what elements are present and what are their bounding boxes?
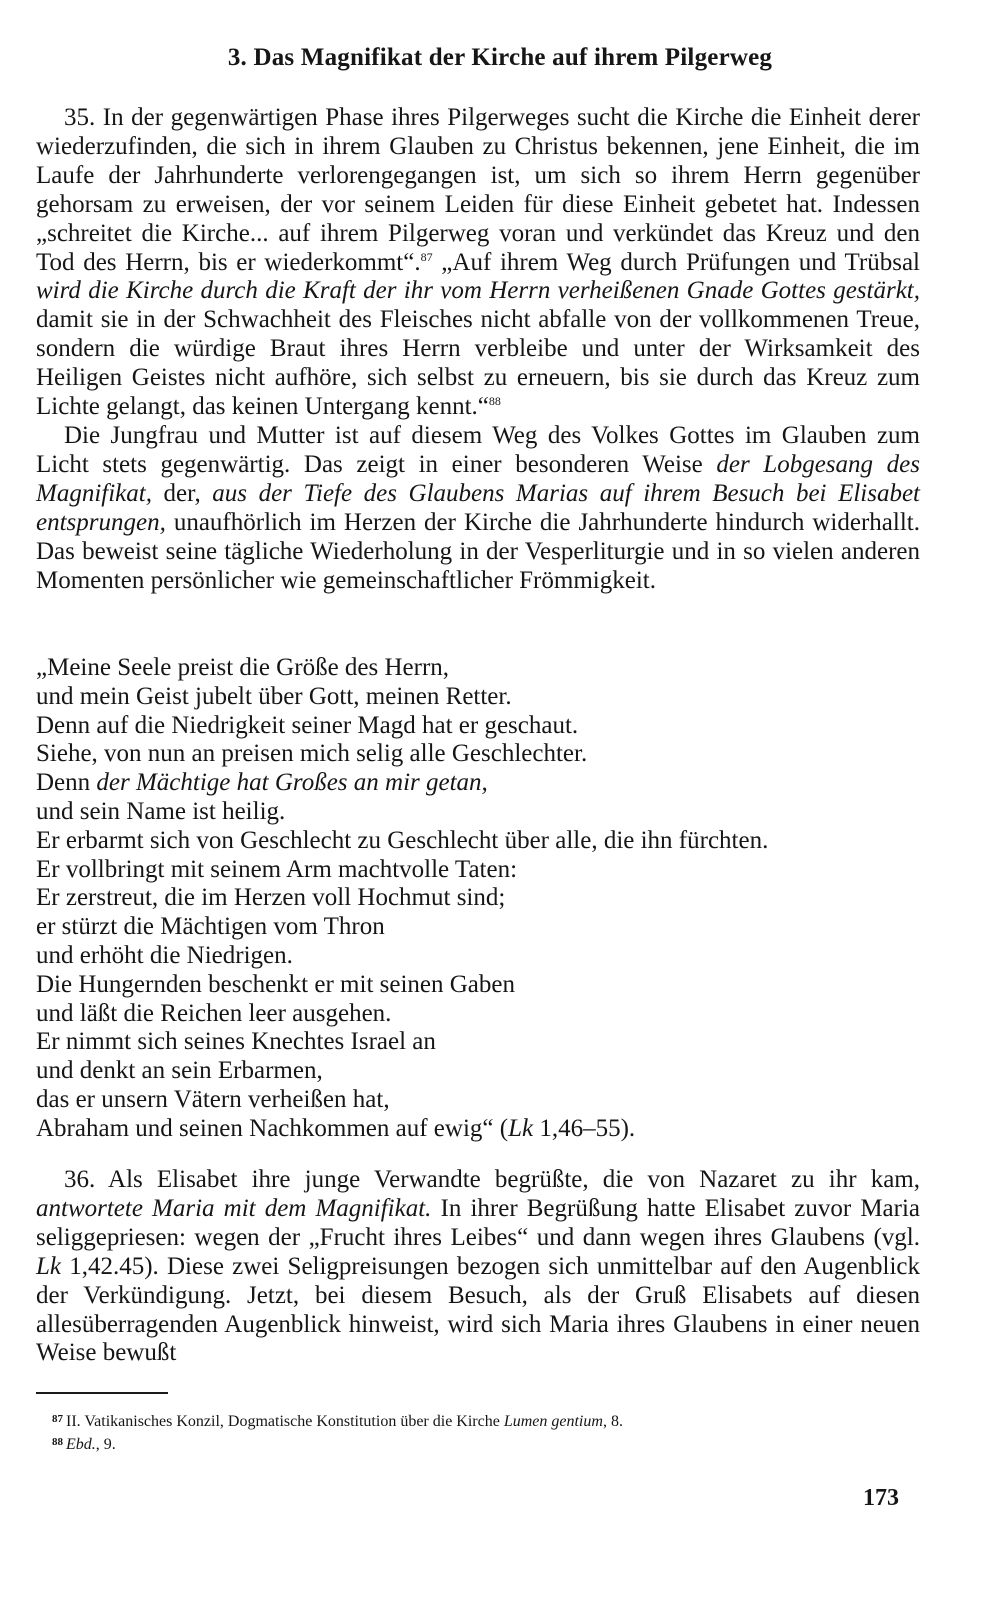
poem-line: Siehe, von nun an preisen mich selig alle Geschlechter. (36, 740, 588, 768)
poem-line: Denn auf die Niedrigkeit seiner Magd hat er geschaut. (36, 711, 579, 739)
footnotes (52, 1409, 623, 1455)
emphasis-text: antwortete Maria mit dem Magnifikat. (36, 1194, 432, 1222)
emphasis-text: der Lobgesang des Magnifikat, (36, 450, 920, 507)
footnote-87: 87 II. Vatikanisches Konzil, Dogmatische Konstitution über die Kirche Lumen gentium, 8. (52, 1413, 623, 1430)
poem-line: Er nimmt sich seines Knechtes Israel an (36, 1028, 436, 1056)
emphasis-text: der Mächtige hat Großes an mir getan, (96, 769, 488, 797)
poem-line: er stürzt die Mächtigen vom Thron (36, 913, 385, 941)
footnote-ref-88[interactable]: 88 (488, 394, 501, 409)
emphasis-text: wird die Kirche durch die Kraft der ihr vom Herrn verheißenen Gnade Gottes gestärkt, (36, 277, 920, 305)
poem-line: und mein Geist jubelt über Gott, meinen Retter. (36, 682, 512, 710)
section-title: 3. Das Magnifikat der Kirche auf ihrem Pilgerweg (227, 44, 773, 71)
poem-line: und sein Name ist heilig. (36, 797, 286, 825)
emphasis-text: aus der Tiefe des Glaubens Marias auf ihrem Besuch bei Elisabet entsprungen, (36, 479, 920, 536)
scripture-reference: Lk (36, 1252, 61, 1280)
poem-line: Abraham und seinen Nachkommen auf ewig“ (Lk 1,46–55). (36, 1114, 636, 1142)
paragraph-36: 36. Als Elisabet ihre junge Verwandte begrüßte, die von Nazaret zu ihr kam, antwortete Maria mit dem Magnifikat. In ihrer Begrüßung hatte Elisabet zuvor Maria seliggepriesen: wegen der „Frucht ihres Leibes“ und dann wegen ihres Glaubens (vgl. Lk 1,42.45). Diese zwei Seligpreisungen bezogen sich unmittelbar auf den Augenblick der Verkündigung. Jetzt, bei diesem Besuch, als der Gruß Elisabets auf diesen allesüberragenden Augenblick hinweist, wird sich Maria ihres Glaubens in einer neuen Weise bewußt (36, 1166, 921, 1367)
poem-line: Er vollbringt mit seinem Arm machtvolle Taten: (36, 855, 518, 883)
poem-line: „Meine Seele preist die Größe des Herrn, (36, 654, 450, 681)
page-number: 173 (863, 1485, 899, 1511)
paragraph-35-part-1: 35. In der gegenwärtigen Phase ihres Pilgerweges sucht die Kirche die Einheit derer wiederzufinden, die sich in ihrem Glauben zu Christus bekennen, jene Einheit, die im Laufe der Jahrhunderte verlorengegangen ist, um sich so ihrem Herrn gegenüber gehorsam zu erweisen, der vor seinem Leiden für diese Einheit gebetet hat. Indessen „schreitet die Kirche... auf ihrem Pilgerweg voran und verkündet das Kreuz und den Tod des Herrn, bis er wiederkommt“.$^{87}$ „Auf ihrem Weg durch Prüfungen und Trübsal wird die Kirche durch die Kraft der ihr vom Herrn verheißenen Gnade Gottes gestärkt, damit sie in der Schwachheit des Fleisches nicht abfalle von der vollkommenen Treue, sondern die würdige Braut ihres Herrn verbleibe und unter der Wirksamkeit des Heiligen Geistes nicht aufhöre, sich selbst zu erneuern, bis sie durch das Kreuz zum Lichte gelangt, das keinen Untergang kennt.“$^{88}$ (36, 104, 921, 421)
poem-line: Er zerstreut, die im Herzen voll Hochmut sind; (36, 884, 506, 912)
footnote-divider (36, 1392, 168, 1394)
poem-line: Denn der Mächtige hat Großes an mir getan, (36, 769, 488, 797)
poem-line: Die Hungernden beschenkt er mit seinen Gaben (36, 970, 516, 998)
poem-line: und denkt an sein Erbarmen, (36, 1057, 323, 1085)
magnificat-quote (36, 654, 936, 1144)
paragraph-35 (36, 104, 920, 595)
poem-line: Er erbarmt sich von Geschlecht zu Geschlecht über alle, die ihn fürchten. (36, 826, 769, 854)
footnote-88: 88 Ebd., 9. (52, 1436, 116, 1453)
paragraph-35-part-2: Die Jungfrau und Mutter ist auf diesem Weg des Volkes Gottes im Glauben zum Licht stets gegenwärtig. Das zeigt in einer besonderen Weise der Lobgesang des Magnifikat, der, aus der Tiefe des Glaubens Marias auf ihrem Besuch bei Elisabet entsprungen, unaufhörlich im Herzen der Kirche die Jahrhunderte hindurch widerhallt. Das beweist seine tägliche Wiederholung in der Vesperliturgie und in so vielen anderen Momenten persönlicher wie gemeinschaftlicher Frömmigkeit. (36, 421, 920, 594)
poem-line: und erhöht die Niedrigen. (36, 941, 293, 969)
poem-line: das er unsern Vätern verheißen hat, (36, 1085, 390, 1113)
scripture-reference: Lk (508, 1114, 534, 1142)
poem-line: und läßt die Reichen leer ausgehen. (36, 999, 392, 1027)
footnote-ref-87[interactable]: 87 (420, 249, 433, 264)
